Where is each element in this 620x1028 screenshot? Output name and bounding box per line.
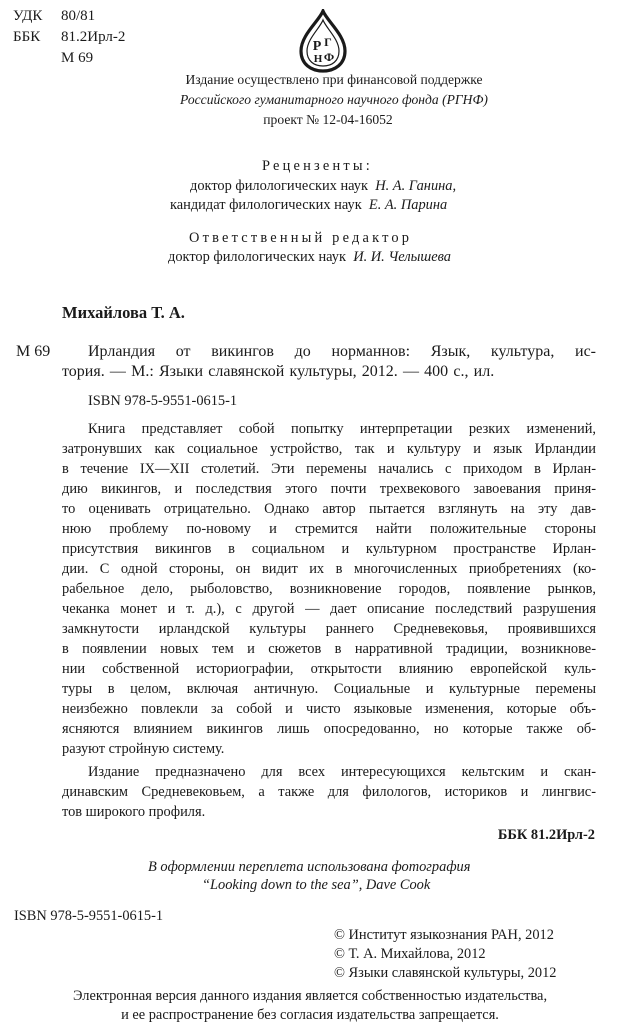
editor-degree: доктор филологических наук [168,249,346,265]
svg-text:Г: Г [324,35,332,49]
abstract-line: дию викингов, и последствия этого почти трехвекового завоевания приня- [62,481,596,497]
reviewer-1-name: Н. А. Ганина, [375,178,457,194]
abstract-line: разуют стройную систему. [62,741,225,757]
abstract-line: замкнутости ирландской культуры раннего Средневековья, проявившихся [62,621,596,637]
cover-credit-line-2: “Looking down to the sea”, Dave Cook [202,877,431,893]
svg-text:Р: Р [312,39,322,54]
abstract-line: нии собственной историографии, открытости влиянию европейской куль- [62,661,596,677]
abstract-line: чеканка монет и т. д.), с другой — дает описание последствий разрушения [62,601,596,617]
copyright-line: © Языки славянской культуры, 2012 [334,965,557,981]
editor [168,248,451,267]
abstract-line: нюю проблему по-новому и стремится найти положительные стороны [62,521,596,537]
author-mark: М 69 [61,50,94,66]
reviewer-2-name: Е. А. Парина [368,197,448,213]
reviewer-1-degree: доктор филологических наук [190,178,368,194]
abstract-line: дии. С одной стороны, он видит их в многочисленных приобретениях (ко- [62,561,596,577]
abstract-line: тов широкого профиля. [62,804,206,820]
editor-heading: Ответственный редактор [189,230,413,246]
funding-line-1: Издание осуществлено при финансовой поддержке [185,72,483,87]
abstract-line: в появлении новых тем и сюжетов в нарративной традиции, возникнове- [62,641,596,657]
abstract-line: присутствия викингов в социальном и культурном пространстве Ирлан- [62,541,596,557]
cover-credit-line-1: В оформлении переплета использована фотография [148,859,471,875]
catalog-isbn: ISBN 978-5-9551-0615-1 [88,393,238,409]
catalog-mark: М 69 [16,343,51,360]
abstract-line: динавским Средневековьем, а также для филологов, историков и лингвис- [62,784,596,800]
abstract-line: Книга представляет собой попытку интерпретации резких изменений, [88,421,596,437]
bbk-bottom: ББК 81.2Ирл-2 [497,827,595,843]
copyright-line: © Институт языкознания РАН, 2012 [334,927,554,943]
bbk-label: ББК [13,29,41,45]
author-heading: Михайлова Т. А. [62,303,185,322]
notice-line-1: Электронная версия данного издания является собственностью издательства, [72,988,548,1004]
copyright-line: © Т. А. Михайлова, 2012 [334,946,486,962]
catalog-line-2: тория. — М.: Языки славянской культуры, 2012. — 400 с., ил. [62,363,495,380]
abstract-line: в течение IX—XII столетий. Эти перемены начались с приходом в Ирлан- [62,461,596,477]
udk-value: 80/81 [61,8,96,24]
abstract-line: то оценивать отрицательно. Однако автор пытается взглянуть на эту дав- [62,501,596,517]
rgnf-logo-icon [295,9,351,73]
reviewer-1 [190,177,456,196]
bbk-value: 81.2Ирл-2 [61,29,126,45]
catalog-line-1: Ирландия от викингов до норманнов: Язык, культура, ис- [88,343,596,360]
funding-line-2: Российского гуманитарного научного фонда (РГНФ) [180,92,488,107]
svg-text:Н: Н [313,53,323,65]
reviewers-heading: Рецензенты: [262,158,373,174]
reviewer-2-degree: кандидат филологических наук [170,197,362,213]
udk-label: УДК [13,8,43,24]
abstract-line: Издание предназначено для всех интересующихся кельтским и скан- [88,764,596,780]
reviewer-2 [170,196,447,215]
funding-line-3: проект № 12-04-16052 [263,112,393,127]
abstract-line: ясняются влиянием викингов лишь опосредованно, но которые также об- [62,721,596,737]
svg-text:Ф: Ф [323,50,335,64]
isbn-bottom: ISBN 978-5-9551-0615-1 [14,908,164,924]
abstract-line: рабельное дело, рыболовство, возникновение городов, появление рынков, [62,581,596,597]
classification-codes [13,7,125,68]
abstract-line: затронувших как социальное устройство, так и культуру и язык Ирландии [62,441,596,457]
notice-line-2: и ее распространение без согласия издательства запрещается. [121,1007,499,1023]
abstract-line: туры в целом, включая античную. Социальные и культурные перемены [62,681,596,697]
abstract-line: неизбежно повлекли за собой и чисто языковые изменения, которые объ- [62,701,596,717]
editor-name: И. И. Челышева [353,249,451,265]
